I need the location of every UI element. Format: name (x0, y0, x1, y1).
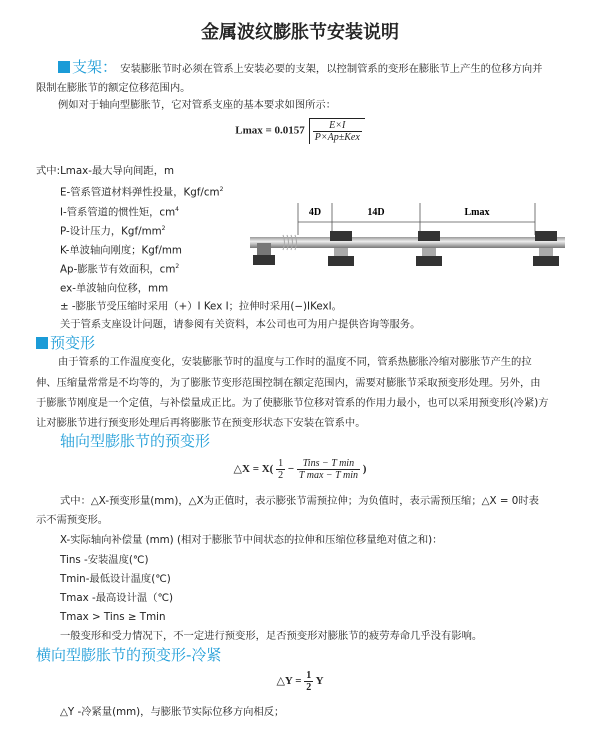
lmax-formula: Lmax = 0.0157 $\frac{E\times I}{\text{P×Ap±Kex}}$ (0, 118, 600, 144)
pipe (250, 237, 565, 248)
lateral-heading: 横向型膨胀节的预变形-冷紧 (36, 646, 222, 664)
lateral-line: △Y -冷紧量(mm)，与膨胀节实际位移方向相反； (60, 706, 285, 718)
predeform-line-1: 由于管系的工作温度变化，安装膨胀节时的温度与工作时的温度不同，管系热膨胀冷缩对膨胀节产生的拉 (58, 356, 532, 368)
dim-label-lmax: Lmax (464, 207, 490, 218)
axial-line: X-实际轴向补偿量 (mm) (相对于膨胀节中间状态的拉伸和压缩位移量绝对值之和)： (60, 534, 443, 546)
legend-item: ex-单波轴向位移，mm (60, 282, 169, 295)
axial-line: Tmin-最低设计温度(℃) (60, 573, 171, 585)
legend-item: ± -膨胀节受压缩时采用（+）I Kex I；拉伸时采用(−)IKexI。 (60, 300, 342, 313)
legend-item: 关于管系支座设计问题，请参阅有关资料，本公司也可为用户提供咨询等服务。 (60, 318, 421, 331)
predeform-heading: 预变形 (36, 334, 95, 352)
support-line-2: 限制在膨胀节的额定位移范围内。 (36, 82, 191, 94)
axial-line: 式中：△X-预变形量(mm)，△X为正值时，表示膨张节需预拉伸；为负值时，表示需预压缩；△X = 0时表 (60, 495, 539, 507)
legend-item: I-管系管道的惯性矩，$cm^4$ (60, 206, 179, 219)
dim-label-4d: 4D (308, 207, 322, 218)
support-diagram (245, 195, 570, 280)
legend-item: K-单波轴向刚度；Kgf/mm (60, 244, 182, 257)
legend-item: P-设计压力，Kgf/$mm^2$ (60, 225, 166, 238)
axial-line: Tins -安装温度(℃) (60, 554, 149, 566)
legend-item: E-管系管道材料弹性投量，Kgf/$cm^2$ (60, 186, 224, 199)
predeform-line-3: 于膨胀节刚度是一个定值，与补偿量成正比。为了使膨胀节位移对管系的作用力最小，也可以采用预变形(冷紧)方 (36, 397, 549, 409)
predeform-line-2: 伸、压缩量常常是不均等的，为了膨胀节变形范围控制在额定范围内，需要对膨胀节采取预变形处理。另外，由 (36, 377, 541, 389)
delta-y-formula: △Y = $\frac{1}{2}$ Y (276, 670, 324, 693)
square-bullet-icon (58, 61, 70, 73)
axial-line: Tmax -最高设计温（℃) (60, 592, 174, 604)
legend-intro: 式中:Lmax-最大导向间距，m (36, 165, 175, 177)
axial-line: 示不需预变形。 (36, 514, 109, 526)
delta-x-formula: △X = X( $\frac{1}{2}$ − $\frac{\text{Tins − T min}}{\text{T max − T min}}$ ) (233, 458, 367, 481)
dim-label-14d: 14D (367, 207, 385, 218)
square-bullet-icon (36, 337, 48, 349)
support-line-3: 例如对于轴向型膨胀节，它对管系支座的基本要求如图所示： (58, 99, 337, 111)
axial-line: Tmax > Tins ≥ Tmin (60, 611, 166, 623)
legend-item: Ap-膨胀节有效面积，$cm^2$ (60, 263, 180, 276)
predeform-line-4: 让对膨胀节进行预变形处理后再将膨胀节在预变形状态下安装在管系中。 (36, 417, 366, 429)
axial-line: 一般变形和受力情况下，不一定进行预变形，足否预变形对膨胀节的疲劳寿命几乎没有影响。 (60, 630, 483, 642)
page-title: 金属波纹膨胀节安装说明 (201, 22, 399, 43)
support-line-1: 支架： 安装膨胀节时必须在管系上安装必要的支架，以控制管系的变形在膨胀节上产生的位移方向并 (58, 60, 542, 76)
supports (253, 231, 559, 266)
axial-heading: 轴向型膨胀节的预变形 (60, 432, 211, 450)
dimension-lines (298, 203, 535, 235)
support-heading: 支架： (58, 58, 117, 76)
